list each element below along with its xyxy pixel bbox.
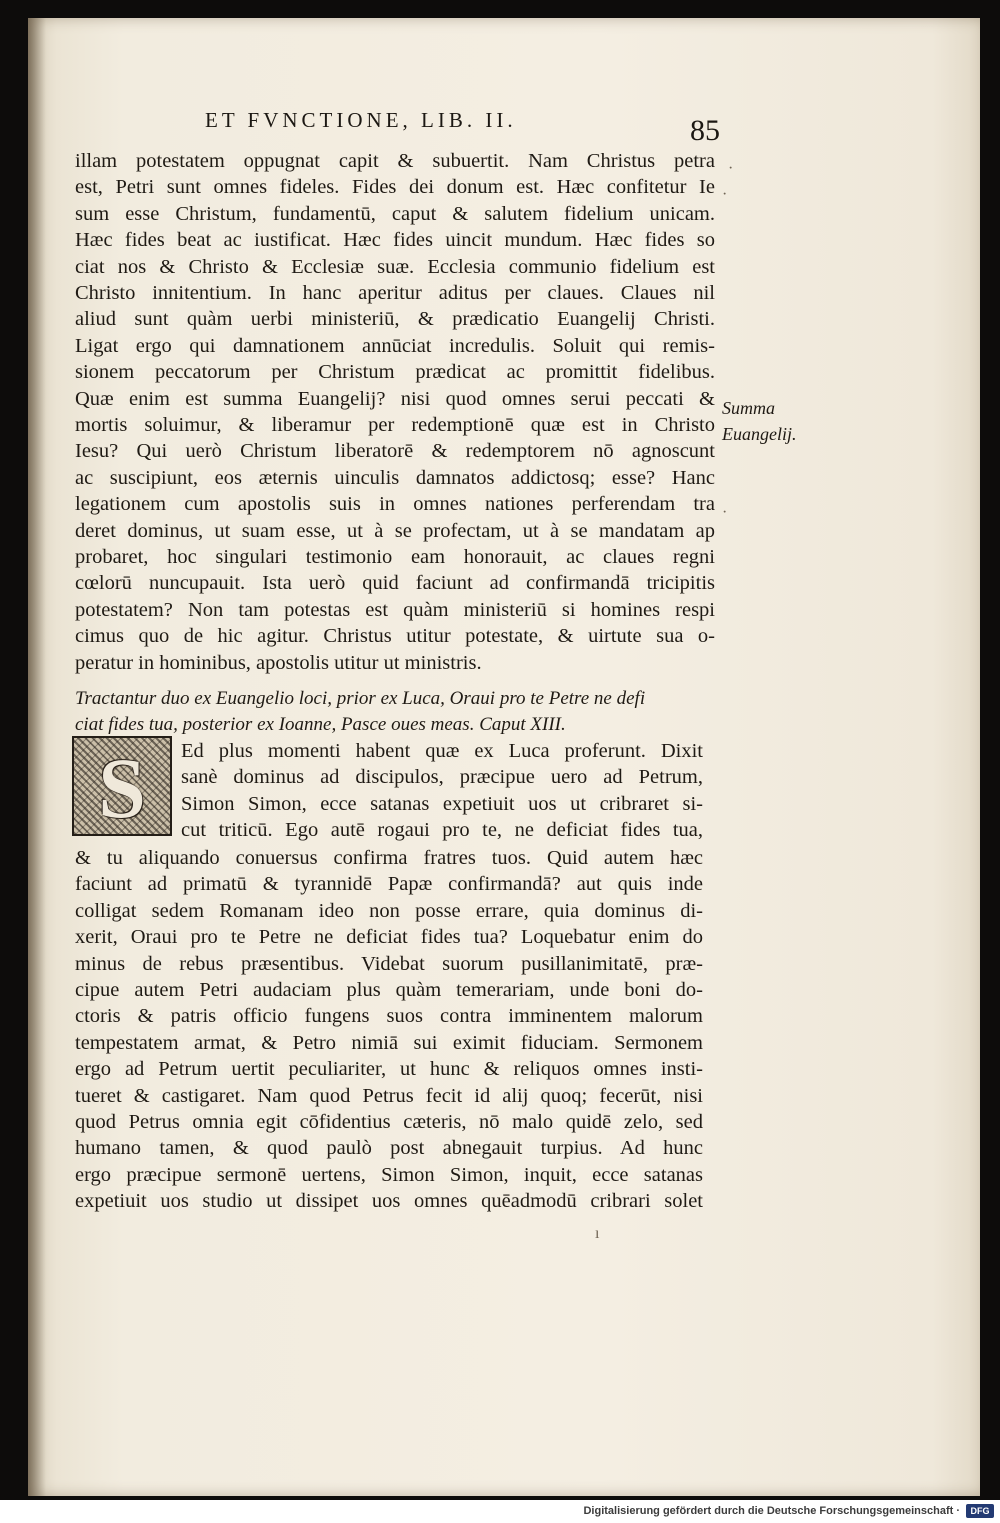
text-line: ciat nos & Christo & Ecclesiæ suæ. Ecclesia communio fidelium est — [75, 255, 715, 278]
text-line: Iesu? Qui uerò Christum liberatorē & redemptorem nō agnoscunt — [75, 440, 715, 463]
text-line: est, Petri sunt omnes fideles. Fides dei donum est. Hæc confitetur Ie — [75, 176, 715, 199]
text-line: ctoris & patris officio fungens suos contra imminentem malorum — [75, 1005, 703, 1028]
text-line: aliud sunt quàm uerbi ministeriū, & prædicatio Euangelij Christi. — [75, 308, 715, 331]
text-line: humano tamen, & quod paulò post abnegauit turpius. Ad hunc — [75, 1137, 703, 1160]
text-line: sanè dominus ad discipulos, præcipue uero ad Petrum, — [181, 766, 703, 789]
text-line: sionem peccatorum per Christum prædicat ac promittit fidelibus. — [75, 361, 715, 384]
text-line: peratur in hominibus, apostolis utitur ut ministris. — [75, 651, 482, 674]
footer-bar — [0, 1500, 1000, 1523]
decorated-initial — [72, 736, 172, 836]
funding-credit: Digitalisierung gefördert durch die Deutsche Forschungsgemeinschaft · — [583, 1505, 960, 1517]
margin-dot: · — [728, 160, 734, 177]
running-head: ET FVNCTIONE, LIB. II. — [205, 108, 517, 132]
text-line: tempestatem armat, & Petro nimiā sui eximit fiduciam. Sermonem — [75, 1031, 703, 1054]
signature-mark: ı — [595, 1225, 600, 1242]
dfg-logo-icon: DFG — [966, 1504, 994, 1518]
text-line: cipue autem Petri audaciam plus quàm temerariam, unde boni do- — [75, 979, 703, 1001]
margin-dot: · — [722, 504, 728, 521]
margin-dot: · — [722, 186, 728, 203]
text-line: cœlorū nuncupauit. Ista uerò quid faciunt ad confirmandā tricipitis — [75, 572, 715, 595]
text-line: Simon Simon, ecce satanas expetiuit uos ut cribraret si- — [181, 792, 703, 815]
text-line: sum esse Christum, fundamentū, caput & salutem fidelium unicam. — [75, 202, 715, 225]
text-line: ergo ad Petrum uertit peculiariter, ut hunc & reliquos omnes insti- — [75, 1058, 703, 1081]
page-number: 85 — [690, 114, 720, 147]
text-line: minus de rebus præsentibus. Videbat suorum pusillanimitatē, præ- — [75, 952, 703, 975]
text-line: Quæ enim est summa Euangelij? nisi quod omnes serui peccati & — [75, 387, 715, 410]
text-line: Ligat ergo qui damnationem annūciat incredulis. Soluit qui remis- — [75, 334, 715, 357]
chapter-heading-line-1: Tractantur duo ex Euangelio loci, prior ex Luca, Oraui pro te Petre ne defi — [75, 688, 646, 709]
text-line: legationem cum apostolis suis in omnes nationes perferendam tra — [75, 493, 715, 516]
text-line: quod Petrus omnia egit cōfidentius cæteris, nō malo quidē zelo, sed — [75, 1111, 703, 1133]
margin-note-euangelij: Euangelij. — [722, 424, 797, 444]
initial-letter: S — [98, 740, 146, 836]
text-line: ergo præcipue sermonē uertens, Simon Simon, inquit, ecce satanas — [75, 1163, 703, 1186]
text-line: expetiuit uos studio ut dissipet uos omnes quēadmodū cribrari solet — [75, 1190, 703, 1213]
text-line: cut triticū. Ego autē rogaui pro te, ne deficiat fides tua, — [181, 819, 703, 842]
text-line: cimus quo de hic agitur. Christus utitur potestate, & uirtute sua o- — [75, 625, 715, 648]
chapter-heading-line-2: ciat fides tua, posterior ex Ioanne, Pasce oues meas. Caput XIII. — [75, 714, 566, 735]
gutter-shadow — [28, 18, 46, 1496]
text-line: Christo innitentium. In hanc aperitur aditus per claues. Claues nil — [75, 282, 715, 304]
text-line: Ed plus momenti habent quæ ex Luca proferunt. Dixit — [181, 740, 703, 762]
text-line: deret dominus, ut suam esse, ut à se profectam, ut à se mandatam ap — [75, 519, 715, 542]
text-line: probaret, hoc singulari testimonio eam honorauit, ac claues regni — [75, 546, 715, 568]
text-line: xerit, Oraui pro te Petre ne deficiat fides tua? Loquebatur enim do — [75, 926, 703, 949]
text-line: illam potestatem oppugnat capit & subuertit. Nam Christus petra — [75, 150, 715, 172]
text-line: colligat sedem Romanam ideo non posse errare, quia dominus di- — [75, 899, 703, 922]
margin-note-summa: Summa — [722, 398, 775, 418]
text-line: potestatem? Non tam potestas est quàm ministeriū si homines respi — [75, 598, 715, 621]
text-line: ac suscipiunt, eos æternis uinculis damnatos addictosq; esse? Hanc — [75, 466, 715, 489]
text-line: Hæc fides beat ac iustificat. Hæc fides uincit mundum. Hæc fides so — [75, 229, 715, 252]
text-line: mortis soluimur, & liberamur per redemptionē quæ est in Christo — [75, 414, 715, 436]
text-line: & tu aliquando conuersus confirma fratres tuos. Quid autem hæc — [75, 847, 703, 869]
text-line: faciunt ad primatū & tyrannidē Papæ confirmandā? aut quis inde — [75, 873, 703, 896]
text-line: tueret & castigaret. Nam quod Petrus fecit id alij quoq; fecerūt, nisi — [75, 1084, 703, 1107]
